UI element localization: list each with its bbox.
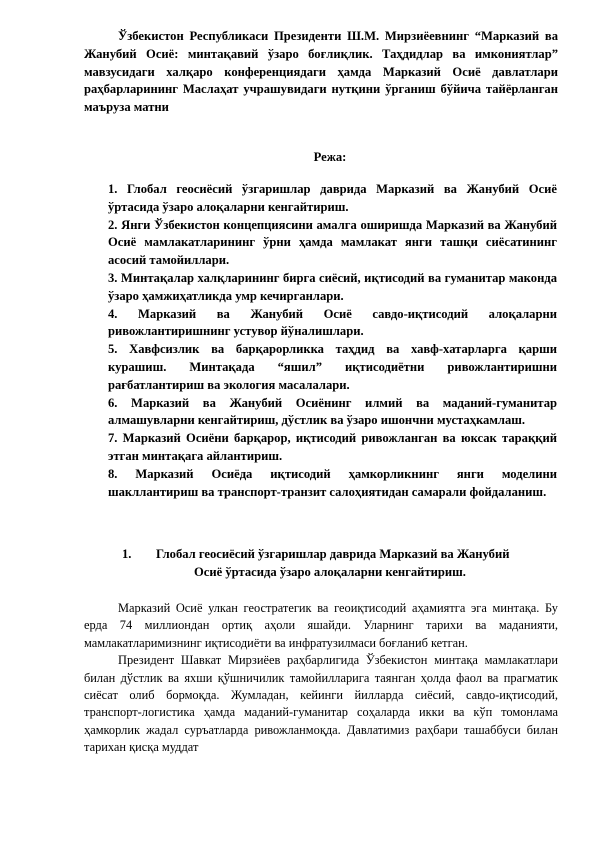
plan-item: 8. Марказий Осиёда иқтисодий ҳамкорликнинг янги моделини шакллантириш ва транспорт-транзит салоҳиятидан самарали фойдаланиш. [108,466,557,499]
plan-item: 1. Глобал геосиёсий ўзгаришлар даврида Марказий ва Жанубий Осиё ўртасида ўзаро алоқаларни кенгайтириш. [108,182,557,214]
plan-heading [0,149,596,167]
plan-item: 5. Хавфсизлик ва барқарорликка таҳдид ва хавф-хатарларга қарши курашиш. Минтақада “яшил” иқтисодиётни ривожлантиришни рағбатлантириш ва экология масалалари. [108,342,557,392]
plan-item: 2. Янги Ўзбекистон концепциясини амалга оширишда Марказий ва Жанубий Осиё мамлакатларининг ўрни ҳамда мамлакат янги ташқи сиёсатининг асосий тамойиллари. [108,217,557,268]
plan-item: 4. Марказий ва Жанубий Осиё савдо-иқтисодий алоқаларни ривожлантиришнинг устувор йўналишлари. [108,306,557,339]
section-heading [122,546,556,582]
document-title: Ўзбекистон Республикаси Президенти Ш.М. Мирзиёевнинг “Марказий ва Жанубий Осиё: минтақавий ўзаро боғлиқлик. Таҳдидлар ва имкониятлар” мавзусидаги халқаро конференциядаги ҳамда Марказий Осиё давлатлари раҳбарларининг Маслаҳат учрашувидаги нутқини ўрганиш бўйича тайёрланган маъруза матни [84,29,558,115]
body-text [84,600,558,757]
paragraph: Президент Шавкат Мирзиёев раҳбарлигида Ўзбекистон минтақа мамлакатлари билан дўстлик ва яхши қўшничилик тамойилларига таянган ҳолда фаол ва прагматик сиёсат олиб бормоқда. Жумладан, кейинги йилларда сиёсий, савдо-иқтисодий, транспорт-логистика ҳамда маданий-гуманитар соҳаларда икки ва кўп томонлама ҳамкорлик жадал суръатларда ривожланмоқда. Давлатимиз раҳбари ташаббуси билан тарихан қисқа муддат [84,653,558,755]
section-number: 1. [122,547,132,561]
plan-heading-label: Режа: [313,150,347,164]
paragraph: Марказий Осиё улкан геостратегик ва геоиқтисодий аҳамиятга эга минтақа. Бу ерда 74 миллиондан ортиқ аҳоли яшайди. Уларнинг тарихи ва маданияти, мамлакатларимизнинг иқтисодиёти ва инфратузилмаси боғланиб кетган. [84,601,558,650]
plan-item: 7. Марказий Осиёни барқарор, иқтисодий ривожланган ва юксак тараққий этган минтақага айлантириш. [108,431,557,463]
section-heading-line: Глобал геосиёсий ўзгаришлар даврида Марказий ва Жанубий [156,547,510,561]
plan-list [108,181,557,501]
section-heading-line: Осиё ўртасида ўзаро алоқаларни кенгайтириш. [194,564,466,579]
plan-item: 6. Марказий ва Жанубий Осиёнинг илмий ва маданий-гуманитар алмашувларни кенгайтириш, дўстлик ва ўзаро ишончни мустаҳкамлаш. [108,395,557,428]
plan-item: 3. Минтақалар халқларининг бирга сиёсий, иқтисодий ва гуманитар маконда ўзаро ҳамжиҳатликда умр кечирганлари. [108,270,557,303]
